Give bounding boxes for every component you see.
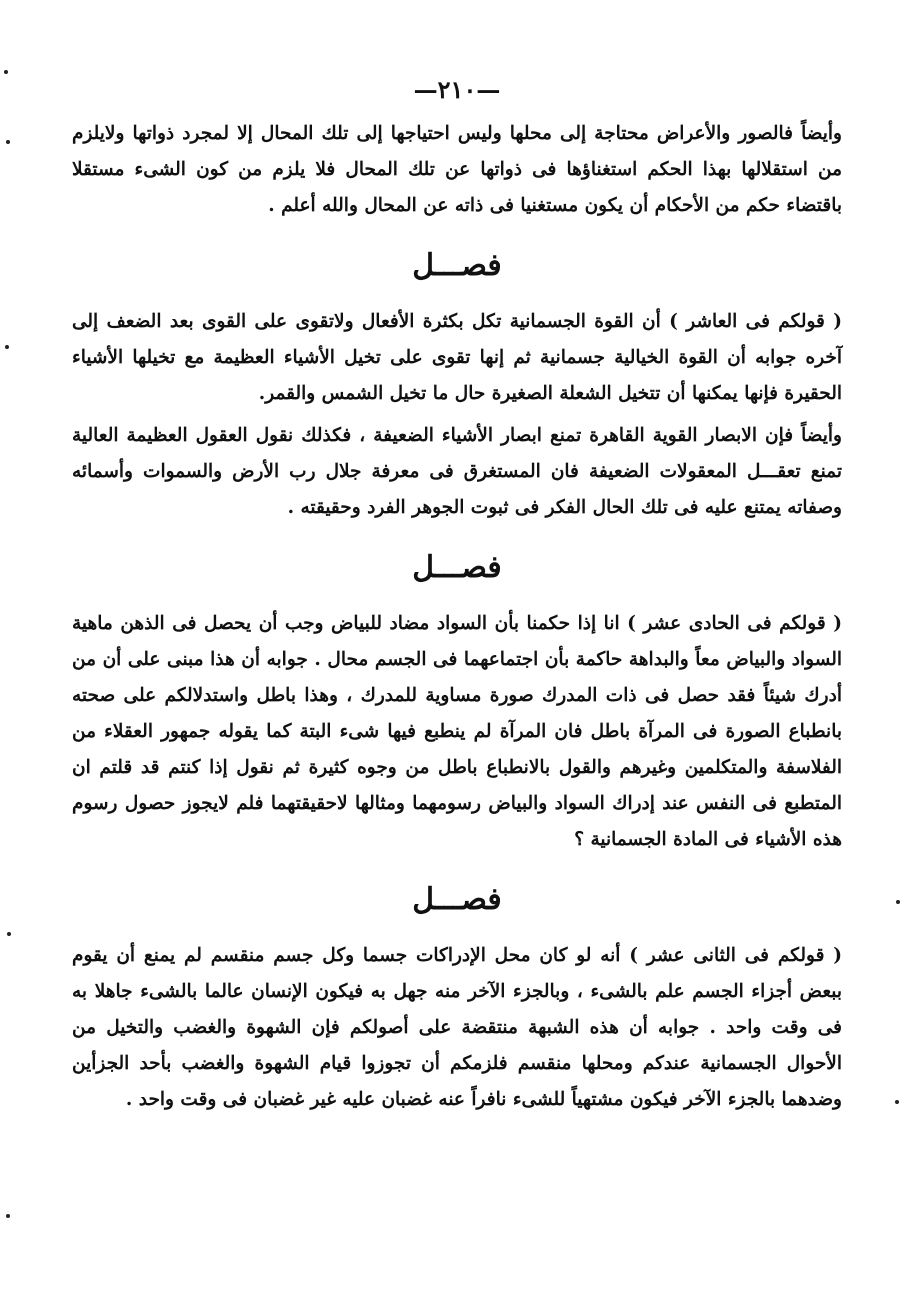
paragraph: ( قولكم فى الحادى عشر ) انا إذا حكمنا بأن السواد مضاد للبياض وجب أن يحصل فى الذهن ماهية السواد والبياض معاً والبداهة حاكمة بأن اجتماعهما فى الجسم محال . جوابه أن هذا مبنى على أن من أدرك شيئاً فقد حصل فى ذات المدرك صورة مساوية للمدرك ، وهذا باطل واستدلالكم على صحته بانطباع الصورة فى المرآة باطل فان المرآة لم ينطبع فيها شىء البتة كما يقوله جمهور العقلاء من الفلاسفة والمتكلمين وغيرهم والقول بالانطباع باطل من وجوه كثيرة ثم نقول إذا كنتم قد قلتم ان المتطبع فى النفس عند إدراك السواد والبياض رسومهما ومثالها لاحقيقتهما فلم لايجوز حصول رسوم هذه الأشياء فى المادة الجسمانية ؟	[72, 613, 842, 850]
section-heading: فصـــل	[412, 248, 502, 283]
paragraph: ( قولكم فى الثانى عشر ) أنه لو كان محل الإدراكات جسما وكل جسم منقسم لم يمنع أن يقوم ببعض أجزاء الجسم علم بالشىء ، وبالجزء الآخر منه جهل به فيكون الإنسان عالما بالشىء جاهلا به فى وقت واحد . جوابه أن هذه الشبهة منتقضة على أصولكم فإن الشهوة والغضب والتخيل من الأحوال الجسمانية عندكم ومحلها منقسم فلزمكم أن تجوزوا قيام الشهوة والغضب بأحد الجزأين وضدهما بالجزء الآخر فيكون مشتهياً للشىء نافراً عنه غضبان عليه غير غضبان فى وقت واحد .	[72, 945, 842, 1110]
section-heading: فصـــل	[412, 882, 502, 917]
scan-speck	[7, 932, 11, 936]
scan-speck	[6, 1214, 10, 1218]
scan-speck	[896, 900, 900, 904]
scan-speck	[6, 140, 10, 144]
book-page	[72, 70, 842, 1124]
page-number: —۲۱۰—	[413, 75, 501, 104]
paragraph: وأيضاً فإن الابصار القوية القاهرة تمنع ابصار الأشياء الضعيفة ، فكذلك نقول العقول العظيمة العالية تمنع تعقـــل المعقولات الضعيفة فان المستغرق فى معرفة جلال رب الأرض والسموات وأسمائه وصفاته يمتنع عليه فى تلك الحال الفكر فى ثبوت الجوهر الفرد وحقيقته .	[72, 425, 842, 518]
paragraph: ( قولكم فى العاشر ) أن القوة الجسمانية تكل بكثرة الأفعال ولاتقوى على القوى بعد الضعف إلى آخره جوابه أن القوة الخيالية جسمانية ثم إنها تقوى على تخيل الأشياء العظيمة مع تخيلها الأشياء الحقيرة فإنها يمكنها أن تتخيل الشعلة الصغيرة حال ما تخيل الشمس والقمر.	[72, 311, 842, 404]
section-heading: فصـــل	[412, 550, 502, 585]
scan-speck	[895, 1100, 899, 1104]
paragraph: وأيضاً فالصور والأعراض محتاجة إلى محلها وليس احتياجها إلى تلك المحال إلا لمجرد ذواتها ولايلزم من استقلالها بهذا الحكم استغناؤها فى ذواتها عن تلك المحال فلا يلزم من كون الشىء مستقلا باقتضاء حكم من الأحكام أن يكون مستغنيا فى ذاته عن المحال والله أعلم .	[72, 123, 842, 216]
scan-speck	[4, 70, 8, 74]
scan-speck	[5, 345, 9, 349]
